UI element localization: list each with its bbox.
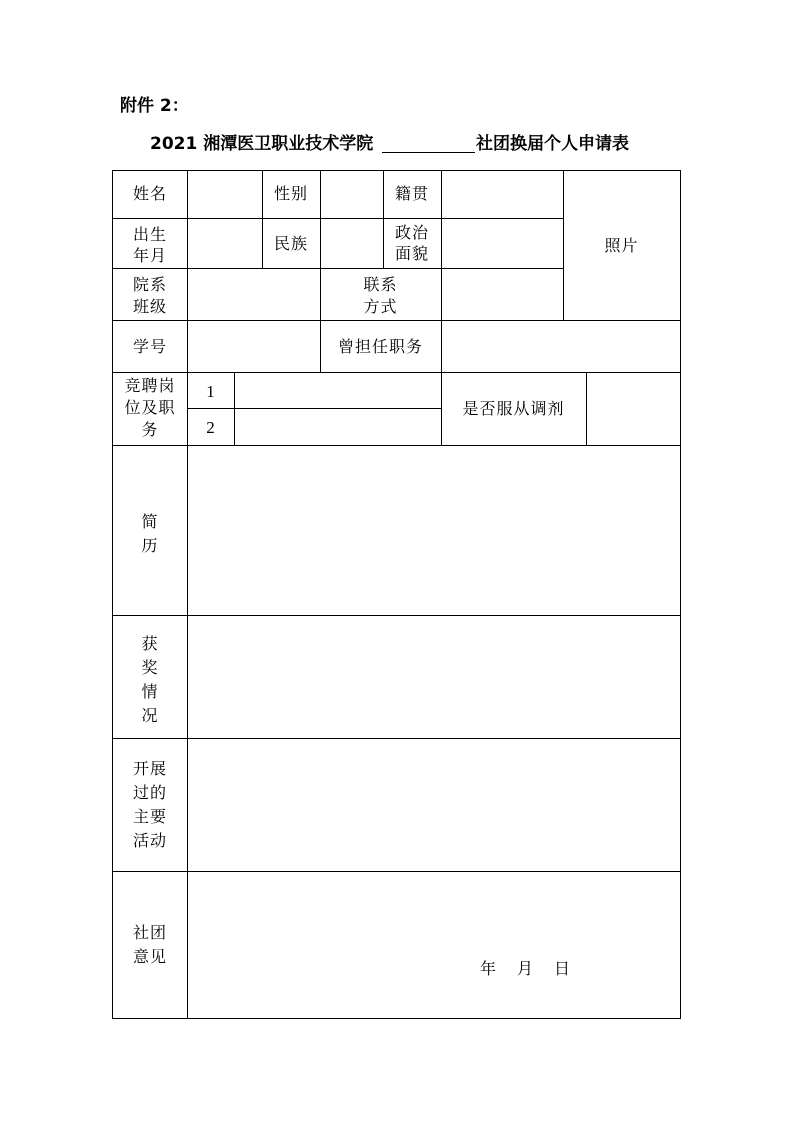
native-place-label: 籍贯	[394, 184, 429, 203]
choice-2-field[interactable]	[235, 409, 441, 445]
choice-2-number: 2	[206, 418, 215, 437]
student-id-label: 学号	[132, 337, 167, 356]
awards-field[interactable]	[188, 616, 680, 738]
birth-field[interactable]	[188, 219, 262, 268]
photo-box[interactable]	[564, 171, 680, 320]
club-name-blank[interactable]	[382, 152, 475, 153]
political-status-field[interactable]	[442, 219, 563, 268]
department-class-label: 院系 班级	[132, 275, 167, 316]
date-year-label: 年	[480, 959, 498, 978]
contact-label: 联系 方式	[363, 275, 398, 316]
name-field[interactable]	[188, 171, 262, 218]
ethnicity-field[interactable]	[321, 219, 383, 268]
date-day-label: 日	[554, 959, 572, 978]
applied-position-label: 竞聘岗 位及职 务	[124, 376, 176, 439]
choice-1-number: 1	[206, 382, 215, 401]
birth-label: 出生 年月	[132, 225, 167, 265]
resume-label: 简 历	[141, 512, 159, 555]
political-status-label: 政治 面貌	[394, 223, 429, 263]
club-opinion-label: 社团 意见	[132, 923, 167, 966]
gender-label: 性别	[273, 184, 308, 203]
accept-adjustment-label: 是否服从调剂	[462, 399, 565, 418]
native-place-field[interactable]	[442, 171, 563, 218]
awards-label: 获 奖 情 况	[141, 634, 159, 725]
form-title-suffix: 社团换届个人申请表	[476, 134, 629, 154]
prior-position-field[interactable]	[442, 321, 680, 372]
choice-1-field[interactable]	[235, 373, 441, 408]
form-title-prefix: 2021 湘潭医卫职业技术学院	[150, 134, 374, 154]
name-label: 姓名	[132, 184, 167, 203]
activities-label: 开展 过的 主要 活动	[132, 759, 167, 850]
prior-position-label: 曾担任职务	[337, 337, 423, 356]
gender-field[interactable]	[321, 171, 383, 218]
attachment-label: 附件 2：	[120, 96, 189, 116]
department-class-field[interactable]	[188, 269, 320, 320]
ethnicity-label: 民族	[273, 234, 308, 253]
student-id-field[interactable]	[188, 321, 320, 372]
resume-field[interactable]	[188, 446, 680, 615]
contact-field[interactable]	[442, 269, 563, 320]
activities-field[interactable]	[188, 739, 680, 871]
photo-label: 照片	[604, 236, 639, 255]
accept-adjustment-field[interactable]	[587, 373, 680, 445]
club-opinion-field[interactable]	[188, 872, 680, 1018]
date-month-label: 月	[517, 959, 535, 978]
